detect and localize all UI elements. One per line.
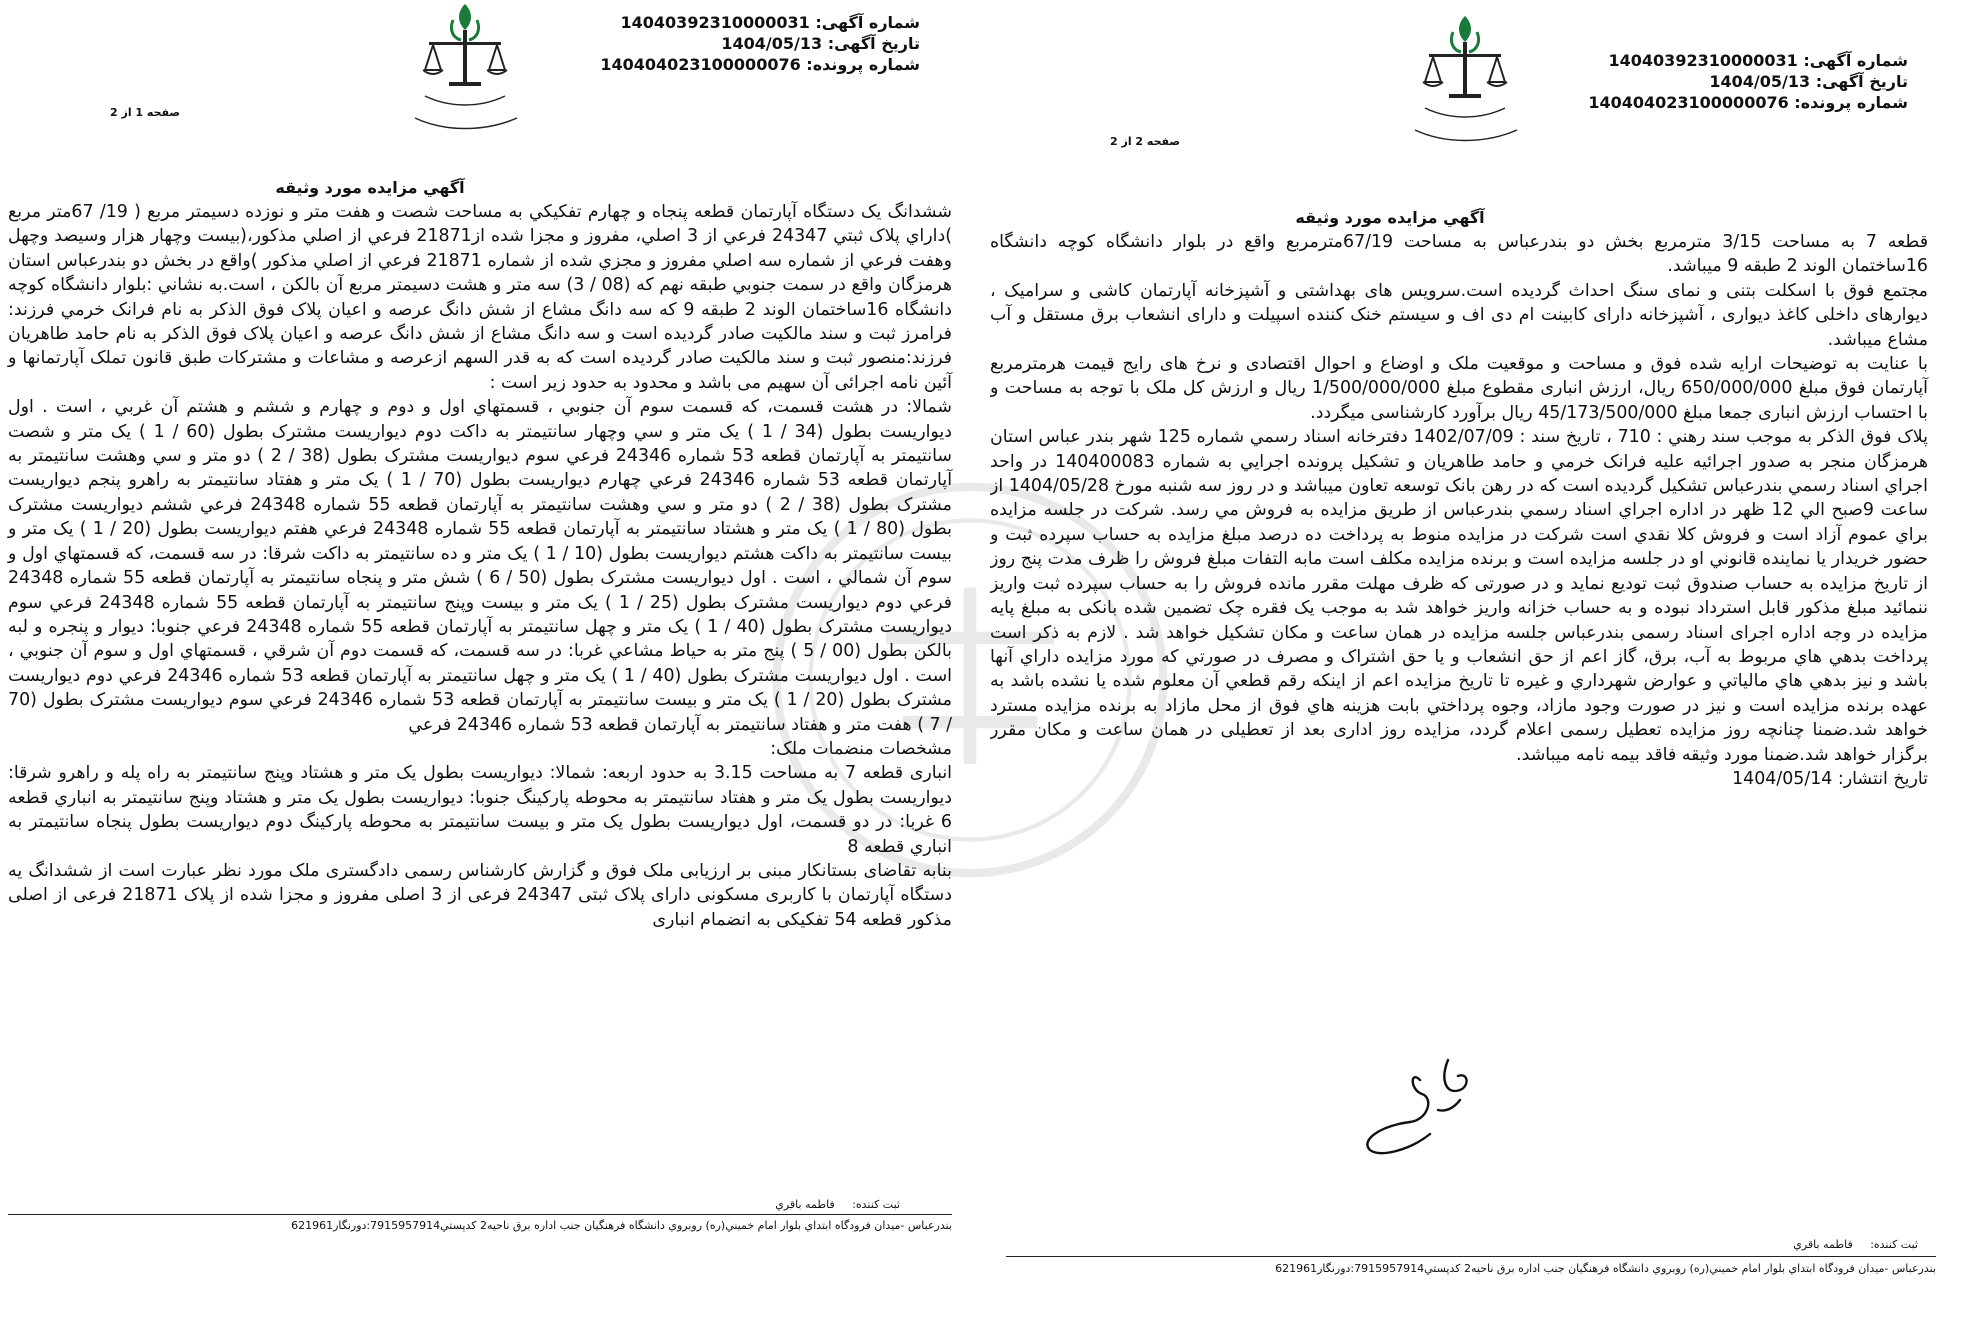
case-number-row	[600, 54, 920, 75]
body-paragraph: قطعه 7 به مساحت 3/15 مترمربع بخش دو بندرعباس به مساحت 67/19مترمربع واقع در بلوار دانشگاه کوچه دانشگاه 16ساختمان الوند 2 طبقه 9 میباشد.	[990, 232, 1929, 277]
notice-id-label: شماره آگهی:	[1803, 51, 1908, 70]
office-address-footer: بندرعباس -ميدان فرودگاه ابتداي بلوار امام خميني(ره) روبروي دانشگاه فرهنگيان جنب اداره برق ناحيه2 کدپستي7915957914:دورنگار621961	[291, 1219, 952, 1232]
body-paragraph: پلاک فوق الذکر به موجب سند رهني : 710 ، تاريخ سند : 1402/07/09 دفترخانه اسناد رسمي شماره 125 شهر بندر عباس استان هرمزگان منجر به صدور اجرائيه عليه فرانک خرمي و حامد طاهريان و تشکيل پرونده اجرايي به شماره 140400083 در واحد اجراي اسناد رسمي بندرعباس تشکيل گرديده است که در رهن بانک توسعه تعاون ميباشد و در روز سه شنبه مورخ 1404/05/28 از ساعت 9صبح الي 12 ظهر در اداره اجراي اسناد رسمي بندرعباس از طريق مزايده به فروش مي رسد. شرکت در جلسه مزايده براي عموم آزاد است و فروش کلا نقدي است شرکت در مزايده منوط به پرداخت ده درصد مبلغ مزايده به حساب سپرده ثبت و حضور خريدار يا نماينده قانوني او در جلسه مزايده است و برنده مزايده مکلف است مابه التفات مبلغ فروش را ظرف مدت پنج روز از تاريخ مزايده به حساب صندوق ثبت توديع نمايد و در صورتی که ظرف مهلت مقرر مانده فروش را به حساب سپرده ثبت واريز ننمائيد مبلغ مذکور قابل استرداد نبوده و به حساب خزانه واريز خواهد شد به موجب يک فقره چک تضمين شده بانکی به مبلغ پايه مزايده در وجه اداره اجرای اسناد رسمی بندرعباس جلسه مزايده در همان ساعت و مکان تشکيل خواهد شد . لازم به ذکر است پرداخت بدهي هاي مربوط به آب، برق، گاز اعم از حق انشعاب و يا حق اشتراک و مصرف در صورتي که مورد مزايده داراي آنها باشد و نيز بدهي هاي مالياتي و عوارض شهرداري و غيره تا تاريخ مزايده اعم از اينکه رقم قطعي آن معلوم شده يا نشده باشد به عهده برنده مزايده است و نيز در صورت وجود مازاد، وجوه پرداختي بابت هزينه هاي فوق از محل مازاد به برنده مزايده مسترد خواهد شد.ضمنا چنانچه روز مزايده تعطيل رسمی اعلام گردد، مزايده روز اداری بعد از تعطيلی در همان ساعت و مکان مقرر برگزار خواهد شد.ضمنا مورد وثيقه فاقد بيمه نامه ميباشد.	[990, 427, 1928, 765]
office-address-footer: بندرعباس -ميدان فرودگاه ابتداي بلوار امام خميني(ره) روبروي دانشگاه فرهنگيان جنب اداره برق ناحيه2 کدپستي7915957914:دورنگار621961	[1275, 1262, 1936, 1275]
notice-body	[990, 230, 1928, 791]
publish-date-line	[990, 767, 1928, 791]
footer-divider	[1006, 1256, 1936, 1257]
body-paragraph: ششدانگ يک دستگاه آپارتمان قطعه پنجاه و چهارم تفکيکي به مساحت شصت و هفت متر و نوزده دسيمتر مربع ( 19/ 67متر مربع )داراي پلاک ثبتي 24347 فرعي از 3 اصلي، مفروز و مجزا شده از21871 فرعي از اصلي مذکور،(بيست وچهار هزار وسيصد وچهل وهفت فرعي از شماره سه اصلي مفروز و مجزي شده از شماره 21871 فرعي از اصلي مذکور )واقع در بخش دو بندرعباس استان هرمزگان واقع در سمت جنوبي طبقه نهم که (08 / 3) سه متر و هشت دسيمتر مربع آن بالکن ، است.به نشاني :بلوار دانشگاه کوچه دانشگاه 16ساختمان الوند 2 طبقه 9 که سه دانگ مشاع از شش دانگ عرصه و اعيان پلاک فوق الذکر به نام فرانک خرمي فرزند: فرامرز ثبت و سند مالکيت صادر گرديده است و سه دانگ مشاع از شش دانگ عرصه و اعيان پلاک فوق الذکر به نام حامد طاهريان فرزند:منصور ثبت و سند مالکيت صادر گرديده است که به قدر السهم ازعرصه و مشاعات و مشترکات طبق قانون تملک آپارتمانها و آئين نامه اجرائی آن سهيم می باشد و محدود به حدود زير است :	[8, 202, 953, 393]
page-number: صفحه 1 از 2	[110, 106, 181, 119]
case-number-value: 140404023100000076	[600, 55, 801, 74]
registrar-credit	[775, 1198, 900, 1211]
publish-date-label: تاریخ انتشار:	[1837, 768, 1928, 789]
page-number: صفحه 2 از 2	[1110, 135, 1181, 148]
notice-meta	[1588, 50, 1908, 113]
page-title: آگهي مزايده مورد وثيقه	[1295, 208, 1485, 227]
registrar-credit	[1793, 1238, 1918, 1251]
page-title: آگهي مزايده مورد وثيقه	[275, 178, 465, 197]
footer-divider	[8, 1214, 952, 1215]
notice-date-row	[1588, 71, 1908, 92]
notice-date-label: تاریخ آگهی:	[1815, 72, 1908, 91]
case-number-value: 140404023100000076	[1588, 93, 1789, 112]
body-paragraph: مشخصات منضمات ملک:	[770, 738, 952, 759]
notice-id-row	[1588, 50, 1908, 71]
notice-date-label: تاریخ آگهی:	[827, 34, 920, 53]
notice-date-value: 1404/05/13	[1709, 72, 1811, 91]
case-number-label: شماره پرونده:	[806, 55, 920, 74]
notice-id-label: شماره آگهی:	[815, 13, 920, 32]
registrar-label: ثبت کننده:	[852, 1198, 900, 1211]
notice-meta	[600, 12, 920, 75]
judiciary-emblem	[405, 0, 525, 140]
registrar-name: فاطمه باقري	[1793, 1238, 1853, 1251]
case-number-label: شماره پرونده:	[1794, 93, 1908, 112]
notice-id-row	[600, 12, 920, 33]
body-paragraph: انباری قطعه 7 به مساحت 3.15 به حدود اربعه: شمالا: ديواريست بطول يک متر و هشتاد وپنج سانتيمتر به راه پله و راهرو شرقا: ديواريست بطول يک متر و هفتاد سانتيمتر به محوطه پارکينگ جنوبا: ديواريست بطول يک متر و هشتاد وپنج سانتيمتر به انباري قطعه 6 غربا: در دو قسمت، اول ديواريست بطول يک متر و بيست سانتيمتر به محوطه پارکينگ دوم ديواريست بطول پنجاه سانتيمتر به انباري قطعه 8	[8, 763, 952, 857]
notice-id-value: 14040392310000031	[620, 13, 810, 32]
notice-date-row	[600, 33, 920, 54]
case-number-row	[1588, 92, 1908, 113]
publish-date-value: 1404/05/14	[1732, 768, 1833, 789]
page-1	[0, 0, 960, 1337]
judiciary-emblem	[1405, 12, 1525, 152]
notice-body	[8, 200, 952, 932]
body-paragraph: شمالا: در هشت قسمت، که قسمت سوم آن جنوبي ، قسمتهاي اول و دوم و چهارم و ششم و هشتم آن غربي ، است . اول ديواريست بطول (34 / 1 ) يک متر و سي وچهار سانتيمتر به داکت دوم ديواريست مشترک بطول (60 / 1 ) يک متر و شصت سانتيمتر به آپارتمان قطعه 53 شماره 24346 فرعي سوم ديواريست مشترک بطول (38 / 2 ) دو متر و سي وهشت سانتيمتر به آپارتمان قطعه 53 شماره 24346 فرعي چهارم ديواريست بطول (70 / 1 ) يک متر و هفتاد سانتيمتر به راهرو پنجم ديواريست مشترک بطول (38 / 2 ) دو متر و سي وهشت سانتيمتر به آپارتمان قطعه 55 شماره 24348 فرعي ششم ديواريست مشترک بطول (80 / 1 ) يک متر و هشتاد سانتيمتر به آپارتمان قطعه 55 شماره 24348 فرعي هفتم ديواريست بطول (20 / 1 ) يک متر و بيست سانتيمتر به داکت هشتم ديواريست بطول (10 / 1 ) يک متر و ده سانتيمتر به داکت شرقا: در سه قسمت، که قسمتهاي اول و سوم آن شمالي ، است . اول ديواريست مشترک بطول (50 / 6 ) شش متر و پنجاه سانتيمتر به آپارتمان قطعه 55 شماره 24348 فرعي دوم ديواريست مشترک بطول (25 / 1 ) يک متر و بيست وپنج سانتيمتر به آپارتمان قطعه 55 شماره 24348 فرعي سوم ديواريست مشترک بطول (40 / 1 ) يک متر و چهل سانتيمتر به آپارتمان قطعه 55 شماره 24348 فرعي جنوبا: ديوار و پنجره و لبه بالکن بطول (00 / 5 ) پنج متر به حياط مشاعي غربا: در سه قسمت، که قسمت دوم آن شرقي ، قسمتهاي اول و سوم آن جنوبي ، است . اول ديواريست مشترک بطول (40 / 1 ) يک متر و چهل سانتيمتر به آپارتمان قطعه 53 شماره 24346 فرعي دوم ديواريست مشترک بطول (20 / 1 ) يک متر و بيست سانتيمتر به آپارتمان قطعه 53 شماره 24346 فرعي سوم ديواريست مشترک بطول (70 / 7 ) هفت متر و هفتاد سانتيمتر به آپارتمان قطعه 53 شماره 24346 فرعي	[8, 397, 953, 735]
body-paragraph: مجتمع فوق با اسکلت بتنی و نمای سنگ احداث گردیده است.سرویس های بهداشتی و آشپزخانه آپارتمان کاشی و سرامیک ، دیوارهای داخلی کاغذ دیواری ، آشپزخانه دارای کابینت ام دی اف و سیستم خنک کننده اسپیلت و دارای انشعاب برق مستقل و آب مشاع میباشد.	[990, 280, 1928, 350]
body-paragraph: بنابه تقاضای بستانکار مبنی بر ارزیابی ملک فوق و گزارش کارشناس رسمی دادگستری ملک مورد نظر عبارت است از ششدانگ یه دستگاه آپارتمان با کاربری مسکونی دارای پلاک ثبتی 24347 فرعی از 3 اصلی مفروز و مجزا شده از پلاک 21871 فرعی از اصلی مذکور قطعه 54 تفکیکی به انضمام انباری	[8, 860, 952, 930]
signature	[1350, 1050, 1490, 1160]
page-2	[990, 0, 1968, 1337]
registrar-label: ثبت کننده:	[1870, 1238, 1918, 1251]
notice-id-value: 14040392310000031	[1608, 51, 1798, 70]
registrar-name: فاطمه باقري	[775, 1198, 835, 1211]
notice-date-value: 1404/05/13	[721, 34, 823, 53]
body-paragraph: با عنایت به توضیحات ارایه شده فوق و مساحت و موقعیت ملک و اوضاع و احوال اقتصادی و نرخ های رایج قیمت هرمترمربع آپارتمان فوق مبلغ 650/000/000 ریال، ارزش انباری مقطوع مبلغ 1/500/000/000 ریال و ارزش کل ملک با توجه به مساحت و با احتساب ارزش انباری جمعا مبلغ 45/173/500/000 ریال برآورد کارشناسی میگردد.	[990, 354, 1928, 423]
